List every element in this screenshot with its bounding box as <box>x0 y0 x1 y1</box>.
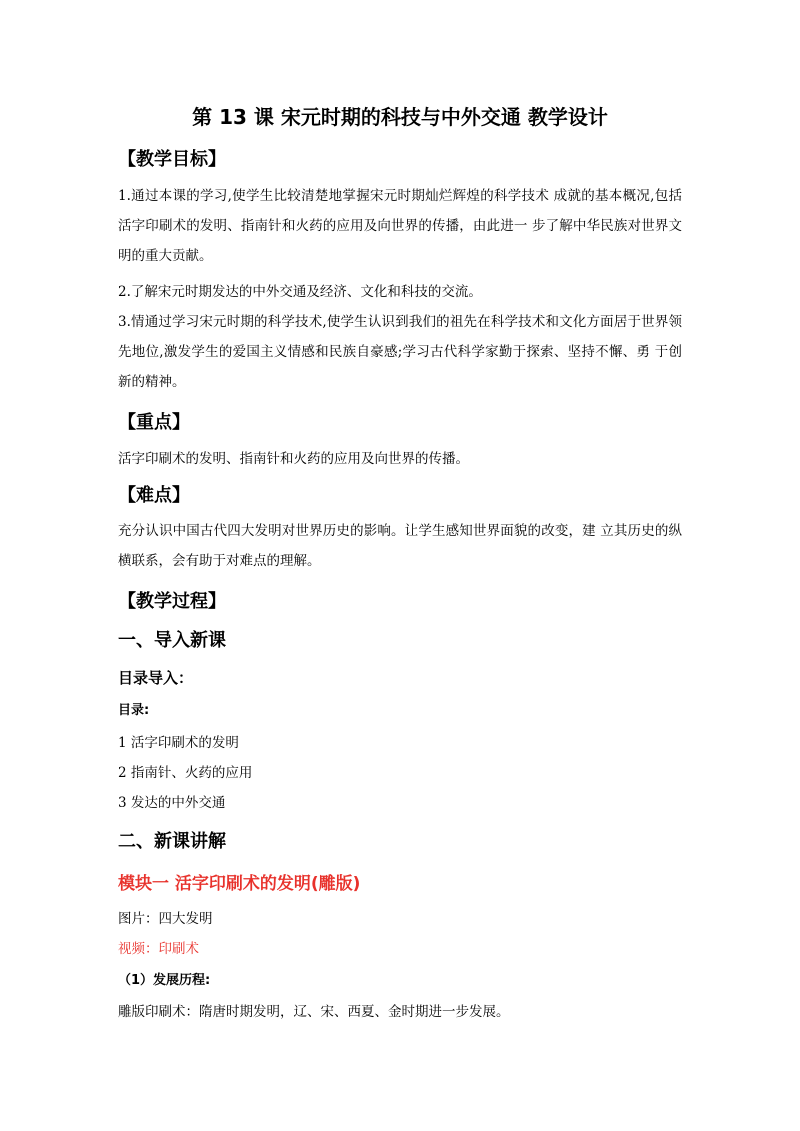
section2-heading: 二、新课讲解 <box>118 831 226 852</box>
video-line: 视频：印刷术 <box>118 941 199 957</box>
difficulty-text: 充分认识中国古代四大发明对世界历史的影响。让学生感知世界面貌的改变，建 立其历史的纵横联系，会有助于对难点的理解。 <box>118 523 682 569</box>
development-heading: （1）发展历程: <box>118 973 211 988</box>
goal-item-2: 2.了解宋元时期发达的中外交通及经济、文化和科技的交流。 <box>118 284 482 300</box>
section1-heading: 一、导入新课 <box>118 630 226 651</box>
module1-heading: 模块一 活字印刷术的发明(雕版) <box>118 874 361 894</box>
page-title: 第 13 课 宋元时期的科技与中外交通 教学设计 <box>192 105 608 129</box>
section1-subheading: 目录导入： <box>118 669 194 687</box>
process-heading: 【教学过程】 <box>118 591 226 612</box>
picture-line: 图片：四大发明 <box>118 911 213 927</box>
toc-item-2: 2 指南针、火药的应用 <box>118 765 253 781</box>
key-point-text: 活字印刷术的发明、指南针和火药的应用及向世界的传播。 <box>118 451 469 467</box>
goal-item-1: 1.通过本课的学习,使学生比较清楚地掌握宋元时期灿烂辉煌的科学技术 成就的基本概况,包括活字印刷术的发明、指南针和火药的应用及向世界的传播，由此进一 步了解中华民族对世界文明的重大贡献。 <box>118 188 682 264</box>
development-text: 雕版印刷术：隋唐时期发明，辽、宋、西夏、金时期进一步发展。 <box>118 1004 510 1020</box>
difficulty-heading: 【难点】 <box>118 485 190 506</box>
toc-item-1: 1 活字印刷术的发明 <box>118 735 239 751</box>
goals-heading: 【教学目标】 <box>118 149 226 170</box>
toc-item-3: 3 发达的中外交通 <box>118 795 226 811</box>
goal-item-3: 3.情通过学习宋元时期的科学技术,使学生认识到我们的祖先在科学技术和文化方面居于世界领 先地位,激发学生的爱国主义情感和民族自豪感;学习古代科学家勤于探索、坚持不懈、勇 于创新的精神。 <box>118 314 682 390</box>
key-point-heading: 【重点】 <box>118 412 190 433</box>
toc-label: 目录: <box>118 703 150 718</box>
